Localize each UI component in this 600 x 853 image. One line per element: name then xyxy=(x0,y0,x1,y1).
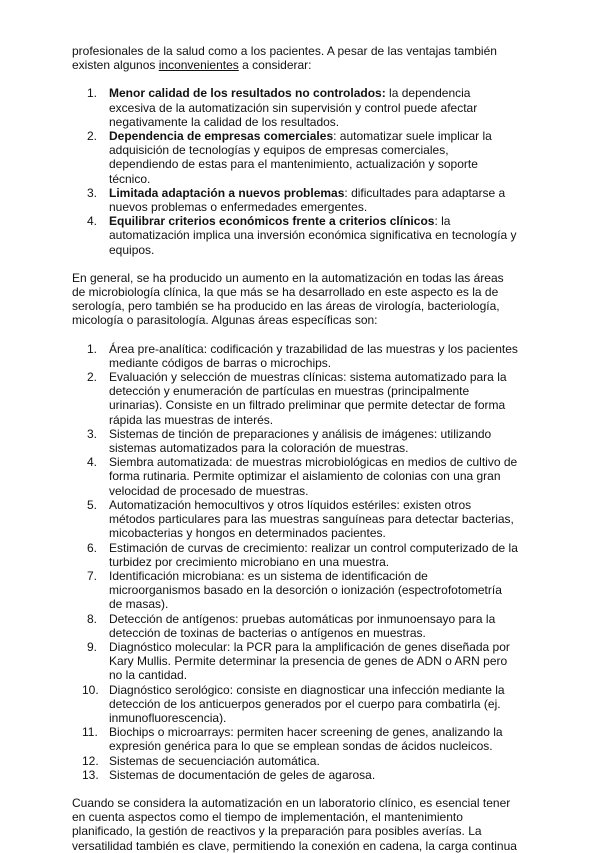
list-item xyxy=(72,427,518,455)
general-paragraph: En general, se ha producido un aumento en la automatización en todas las áreas de microbiología clínica, la que más se ha desarrollado en este aspecto es la de serología, pero también se ha producido en las áreas de virología, bacteriología, micología o parasitología. Algunas áreas específicas son: xyxy=(72,270,504,328)
list-item xyxy=(72,612,518,640)
areas-list xyxy=(72,342,518,782)
list-item xyxy=(72,370,518,427)
intro-underlined-word: inconvenientes xyxy=(158,58,239,73)
list-number: 1. xyxy=(87,341,98,356)
list-item xyxy=(72,86,518,129)
list-number: 7. xyxy=(87,568,98,583)
item-title: Equilibrar criterios económicos frente a criterios clínicos xyxy=(109,214,435,229)
list-item xyxy=(72,725,518,753)
list-item xyxy=(72,768,518,782)
item-text: Diagnóstico serológico: consiste en diagnosticar una infección mediante la detección de los anticuerpos generados por el cuerpo para combatirla (ej. inmunofluorescencia). xyxy=(109,682,505,725)
item-text: Área pre-analítica: codificación y trazabilidad de las muestras y los pacientes mediante códigos de barras o microchips. xyxy=(109,341,518,370)
item-title: Limitada adaptación a nuevos problemas xyxy=(109,185,345,200)
item-text: Evaluación y selección de muestras clínicas: sistema automatizado para la detección y enumeración de partículas en muestras (principalmente urinarias). Consiste en un filtrado preliminar que permite detectar de forma rápida las muestras de interés. xyxy=(109,370,507,427)
list-item xyxy=(72,186,518,214)
list-number: 8. xyxy=(87,611,98,626)
item-text: : la automatización implica una inversión económica significativa en tecnología y equipos. xyxy=(109,214,517,257)
list-number: 13. xyxy=(82,767,99,782)
intro-text-end: a considerar: xyxy=(238,58,312,73)
list-item xyxy=(72,129,518,186)
item-text: Biochips o microarrays: permiten hacer screening de genes, analizando la expresión genérica para lo que se emplean sondas de ácidos nucleicos. xyxy=(109,725,503,754)
list-number: 4. xyxy=(87,214,98,229)
closing-paragraph: Cuando se considera la automatización en un laboratorio clínico, es esencial tener en cuenta aspectos como el tiempo de implementación, el mantenimiento planificado, la gestión de reactivos y la preparación para posibles averías. La versatilidad también es clave, permitiendo la conexión en cadena, la carga continua xyxy=(72,795,517,853)
list-number: 9. xyxy=(87,639,98,654)
item-text: Sistemas de tinción de preparaciones y análisis de imágenes: utilizando sistemas automatizados para la coloración de muestras. xyxy=(109,426,492,456)
list-item xyxy=(72,455,518,498)
list-item xyxy=(72,683,518,726)
list-number: 1. xyxy=(87,86,98,101)
list-number: 3. xyxy=(87,426,98,441)
list-item xyxy=(72,498,518,541)
item-text: Sistemas de secuenciación automática. xyxy=(109,753,320,768)
item-text: Diagnóstico molecular: la PCR para la amplificación de genes diseñada por Kary Mullis. Permite determinar la presencia de genes de ADN o ARN pero no la cantidad. xyxy=(109,639,510,683)
list-item xyxy=(72,214,518,257)
list-item xyxy=(72,640,518,683)
item-text: Estimación de curvas de crecimiento: realizar un control computerizado de la turbidez por crecimiento microbiano en una muestra. xyxy=(109,540,518,569)
list-number: 2. xyxy=(87,129,98,144)
item-text: la dependencia excesiva de la automatización sin supervisión y control puede afectar negativamente la calidad de los resultados. xyxy=(109,86,478,129)
list-item xyxy=(72,541,518,569)
list-number: 5. xyxy=(87,497,98,512)
item-title: Dependencia de empresas comerciales xyxy=(109,129,334,144)
intro-text: profesionales de la salud como a los pacientes. A pesar de las ventajas también existen algunos xyxy=(72,44,497,73)
item-text: Detección de antígenos: pruebas automáticas por inmunoensayo para la detección de toxinas de bacterias o antígenos en muestras. xyxy=(109,611,496,640)
list-number: 2. xyxy=(87,370,98,385)
list-number: 10. xyxy=(82,682,99,697)
list-item xyxy=(72,342,518,370)
list-item xyxy=(72,754,518,768)
item-text: Sistemas de documentación de geles de agarosa. xyxy=(109,767,376,782)
list-number: 4. xyxy=(87,455,98,470)
list-number: 12. xyxy=(82,753,99,768)
item-text: Identificación microbiana: es un sistema de identificación de microorganismos basado en la desorción o ionización (espectrofotometría de masas). xyxy=(109,568,502,612)
intro-paragraph xyxy=(72,44,518,72)
item-text: Siembra automatizada: de muestras microbiológicas en medios de cultivo de forma rutinaria. Permite optimizar el aislamiento de colonias con una gran velocidad de procesado de muestras. xyxy=(109,455,518,498)
item-text: : dificultades para adaptarse a nuevos problemas o enfermedades emergentes. xyxy=(109,185,506,215)
list-item xyxy=(72,569,518,612)
item-text: Automatización hemocultivos y otros líquidos estériles: existen otros métodos particulares para las muestras sanguíneas para detectar bacterias, micobacterias y hongos en determinados pacientes. xyxy=(109,497,514,541)
list-number: 6. xyxy=(87,540,98,555)
list-number: 3. xyxy=(87,185,98,200)
item-title: Menor calidad de los resultados no controlados: xyxy=(109,86,386,101)
drawbacks-list xyxy=(72,86,518,256)
item-text: : automatizar suele implicar la adquisición de tecnologías y equipos de empresas comerciales, dependiendo de estas para el mantenimiento, actualización y soporte técnico. xyxy=(109,129,492,186)
list-number: 11. xyxy=(82,725,98,740)
